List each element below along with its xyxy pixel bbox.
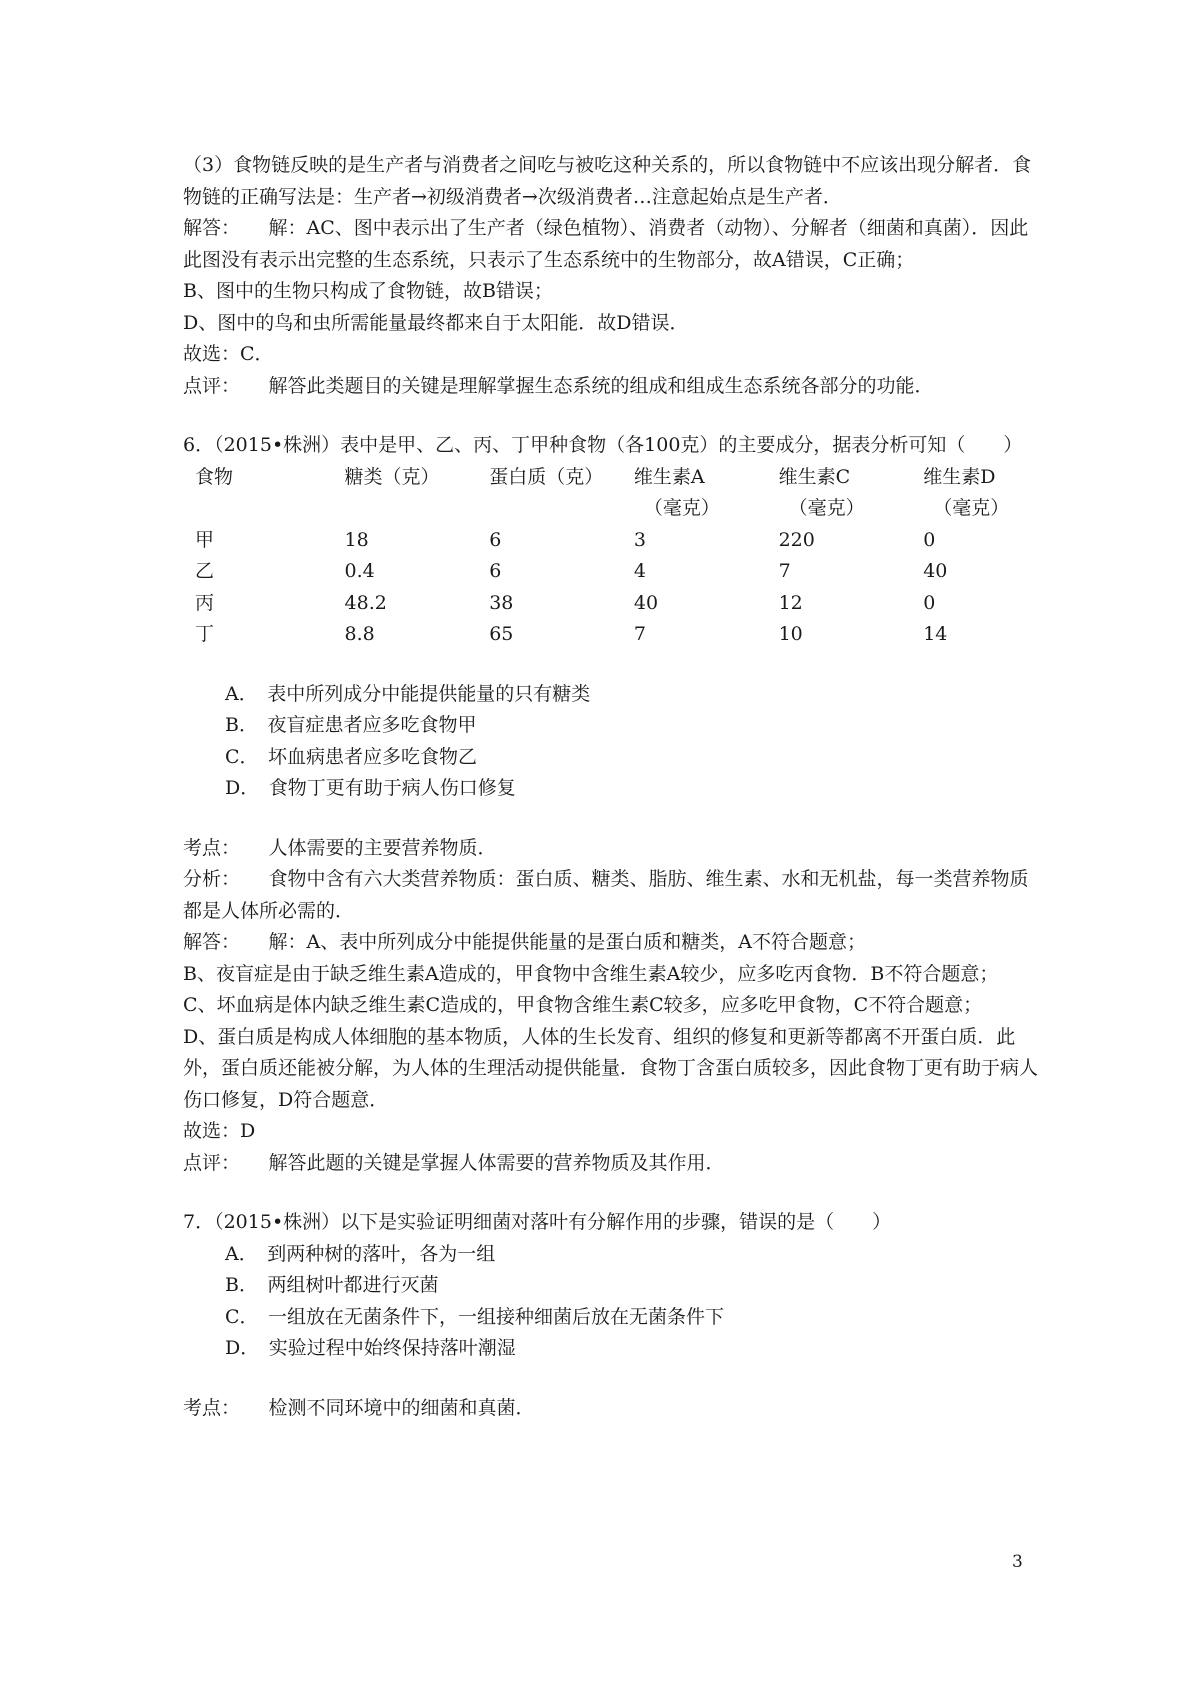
q6-choice: 故选：D: [183, 1120, 256, 1142]
q6-answer: 解答： 解：A、表中所列成分中能提供能量的是蛋白质和糖类，A不符合题意；: [183, 931, 866, 953]
q6-kaodian: 考点： 人体需要的主要营养物质．: [183, 836, 497, 859]
table-header-cell: 蛋白质（克）: [489, 465, 604, 488]
table-cell: 0.4: [344, 560, 375, 582]
table-cell: 65: [489, 623, 514, 645]
table-cell: 48.2: [344, 591, 387, 614]
q6-option-d: D． 食物丁更有助于病人伤口修复: [225, 777, 516, 799]
table-row: [183, 525, 1043, 557]
q6-comment: 点评： 解答此题的关键是掌握人体需要的营养物质及其作用．: [183, 1151, 725, 1174]
table-cell: 乙: [195, 560, 215, 582]
table-cell: 6: [489, 528, 502, 551]
q6-option-a: A． 表中所列成分中能提供能量的只有糖类: [225, 682, 591, 705]
table-row: [183, 619, 1043, 651]
q6-answer-d: D、蛋白质是构成人体细胞的基本物质，人体的生长发育、组织的修复和更新等都离不开蛋白质．此外，蛋白质还能被分解，为人体的生理活动提供能量．食物丁含蛋白质较多，因此食物丁更有助于病人伤口修复，D符合题意．: [183, 1025, 1039, 1111]
table-cell: 220: [778, 528, 815, 551]
table-cell: 40: [633, 591, 659, 614]
table-cell: 丙: [195, 591, 215, 614]
q6-analysis: 分析： 食物中含有六大类营养物质：蛋白质、糖类、脂肪、维生素、水和无机盐，每一类营养物质都是人体所必需的．: [183, 868, 1029, 922]
table-cell: 0: [923, 528, 936, 551]
table-cell: 10: [778, 623, 803, 645]
nutrient-table: [183, 462, 1043, 651]
table-cell: 7: [778, 560, 791, 582]
q7-option-d: D． 实验过程中始终保持落叶潮湿: [225, 1337, 516, 1359]
table-cell: 8.8: [344, 623, 375, 645]
table-header-cell: 维生素D （毫克）: [923, 465, 1010, 519]
q7-kaodian: 考点： 检测不同环境中的细菌和真菌．: [183, 1396, 535, 1419]
q7-option-b: B． 两组树叶都进行灭菌: [225, 1274, 439, 1296]
q5-answer: 解答： 解：AC、图中表示出了生产者（绿色植物）、消费者（动物）、分解者（细菌和真菌）．因此此图没有表示出完整的生态系统，只表示了生态系统中的生物部分，故A错误，C正确；: [183, 217, 1029, 271]
table-header-cell: 糖类（克）: [344, 465, 440, 488]
table-cell: 7: [633, 623, 646, 645]
q6-option-c: C． 坏血病患者应多吃食物乙: [225, 745, 478, 768]
page-number: 3: [1012, 1552, 1023, 1572]
table-cell: 0: [923, 591, 936, 614]
table-header-cell: 维生素C （毫克）: [778, 465, 865, 519]
q6-option-b: B． 夜盲症患者应多吃食物甲: [225, 714, 477, 736]
table-cell: 18: [344, 528, 369, 551]
q5-answer-b: B、图中的生物只构成了食物链，故B错误；: [183, 280, 553, 302]
table-cell: 6: [489, 560, 502, 582]
table-cell: 40: [923, 560, 948, 582]
q5-comment: 点评： 解答此类题目的关键是理解掌握生态系统的组成和组成生态系统各部分的功能．: [183, 374, 934, 397]
table-cell: 14: [923, 623, 948, 645]
table-cell: 3: [633, 528, 646, 551]
q7-option-a: A． 到两种树的落叶，各为一组: [225, 1242, 496, 1265]
table-row: [183, 556, 1043, 588]
table-cell: 12: [778, 591, 803, 614]
q6-answer-c: C、坏血病是体内缺乏维生素C造成的，甲食物含维生素C较多，应多吃甲食物，C不符合题意；: [183, 994, 983, 1016]
table-cell: 4: [633, 560, 646, 582]
table-row: [183, 588, 1043, 620]
table-cell: 甲: [195, 528, 215, 551]
q6-stem: 6．（2015•株洲）表中是甲、乙、丙、丁甲种食物（各100克）的主要成分，据表分析可知（ ）: [183, 434, 1023, 456]
table-cell: 38: [489, 591, 514, 614]
q5-explanation-3: （3）食物链反映的是生产者与消费者之间吃与被吃这种关系的，所以食物链中不应该出现分解者．食物链的正确写法是：生产者→初级消费者→次级消费者…注意起始点是生产者．: [183, 154, 1032, 208]
table-header-cell: 维生素A （毫克）: [633, 465, 720, 519]
q7-stem: 7．（2015•株洲）以下是实验证明细菌对落叶有分解作用的步骤，错误的是（ ）: [183, 1211, 892, 1233]
table-header-cell: 食物: [195, 465, 234, 488]
q5-answer-d: D、图中的鸟和虫所需能量最终都来自于太阳能．故D错误．: [183, 311, 689, 334]
q7-option-c: C． 一组放在无菌条件下，一组接种细菌后放在无菌条件下: [225, 1305, 725, 1328]
table-header-row: [183, 462, 1043, 525]
q5-choice: 故选：C．: [183, 343, 274, 365]
table-cell: 丁: [195, 623, 215, 645]
q6-answer-b: B、夜盲症是由于缺乏维生素A造成的，甲食物中含维生素A较少，应多吃丙食物．B不符合题意；: [183, 962, 999, 985]
document-page: [183, 150, 1043, 1424]
